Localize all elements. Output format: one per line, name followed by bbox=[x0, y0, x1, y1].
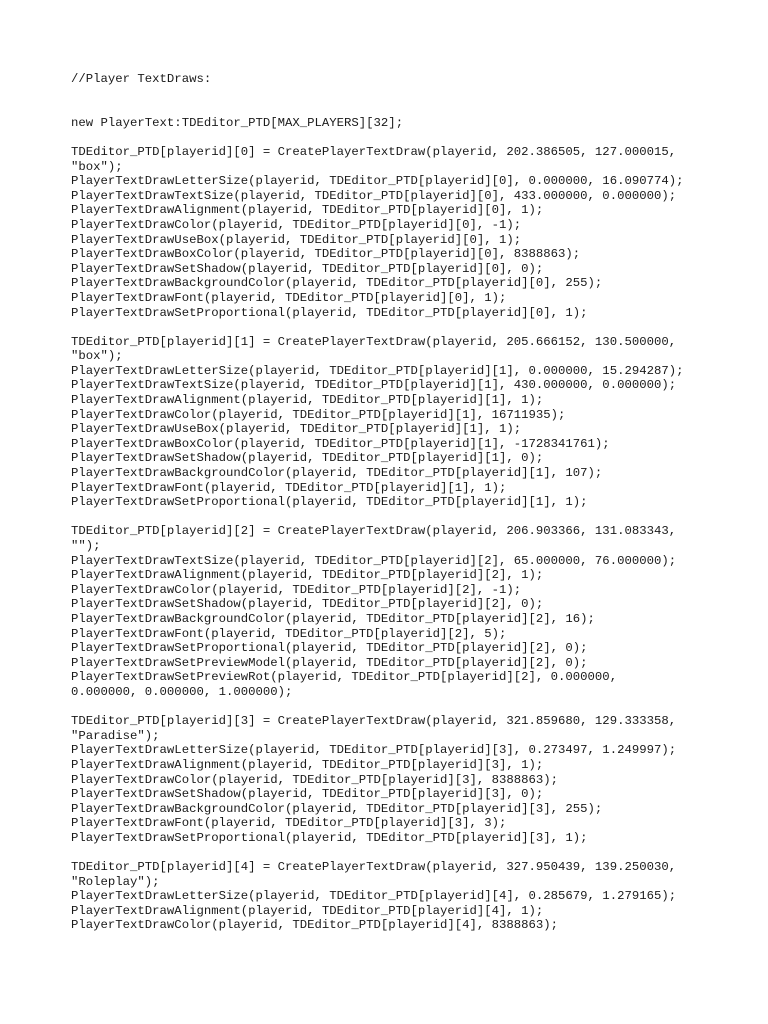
code-line: PlayerTextDrawBackgroundColor(playerid, TDEditor_PTD[playerid][3], 255); bbox=[71, 801, 603, 816]
code-line: TDEditor_PTD[playerid][3] = CreatePlayerTextDraw(playerid, 321.859680, 129.333358, bbox=[71, 714, 677, 729]
code-line: PlayerTextDrawUseBox(playerid, TDEditor_PTD[playerid][1], 1); bbox=[71, 422, 522, 437]
code-line: PlayerTextDrawColor(playerid, TDEditor_PTD[playerid][3], 8388863); bbox=[71, 772, 559, 787]
code-line: PlayerTextDrawSetProportional(playerid, TDEditor_PTD[playerid][3], 1); bbox=[71, 830, 588, 845]
code-line: TDEditor_PTD[playerid][1] = CreatePlayerTextDraw(playerid, 205.666152, 130.500000, bbox=[71, 334, 677, 349]
code-line: ""); bbox=[71, 539, 101, 553]
code-line: PlayerTextDrawLetterSize(playerid, TDEditor_PTD[playerid][1], 0.000000, 15.294287); bbox=[71, 363, 684, 378]
code-line: PlayerTextDrawColor(playerid, TDEditor_PTD[playerid][0], -1); bbox=[71, 217, 522, 232]
code-line: PlayerTextDrawAlignment(playerid, TDEditor_PTD[playerid][4], 1); bbox=[71, 903, 544, 918]
code-line: PlayerTextDrawBackgroundColor(playerid, TDEditor_PTD[playerid][0], 255); bbox=[71, 276, 603, 291]
code-line: PlayerTextDrawBoxColor(playerid, TDEditor_PTD[playerid][1], -1728341761); bbox=[71, 436, 610, 451]
code-line bbox=[71, 700, 761, 715]
code-line: PlayerTextDrawAlignment(playerid, TDEditor_PTD[playerid][1], 1); bbox=[71, 393, 544, 408]
code-line: 0.000000, 0.000000, 1.000000); bbox=[71, 684, 293, 699]
code-line bbox=[71, 510, 761, 525]
code-line: PlayerTextDrawAlignment(playerid, TDEditor_PTD[playerid][3], 1); bbox=[71, 757, 544, 772]
code-line: PlayerTextDrawSetShadow(playerid, TDEditor_PTD[playerid][3], 0); bbox=[71, 787, 544, 802]
code-line: PlayerTextDrawSetPreviewRot(playerid, TDEditor_PTD[playerid][2], 0.000000, bbox=[71, 670, 618, 685]
code-line: PlayerTextDrawColor(playerid, TDEditor_PTD[playerid][2], -1); bbox=[71, 582, 522, 597]
code-line: PlayerTextDrawSetShadow(playerid, TDEditor_PTD[playerid][1], 0); bbox=[71, 451, 544, 466]
code-line: PlayerTextDrawTextSize(playerid, TDEditor_PTD[playerid][1], 430.000000, 0.000000); bbox=[71, 378, 677, 393]
code-line: PlayerTextDrawLetterSize(playerid, TDEditor_PTD[playerid][3], 0.273497, 1.249997); bbox=[71, 743, 677, 758]
code-line: PlayerTextDrawFont(playerid, TDEditor_PTD[playerid][1], 1); bbox=[71, 480, 507, 495]
code-line: PlayerTextDrawBackgroundColor(playerid, TDEditor_PTD[playerid][2], 16); bbox=[71, 611, 595, 626]
code-line: PlayerTextDrawFont(playerid, TDEditor_PTD[playerid][0], 1); bbox=[71, 290, 507, 305]
code-line bbox=[71, 130, 761, 145]
code-line: //Player TextDraws: bbox=[71, 72, 212, 86]
code-line: TDEditor_PTD[playerid][0] = CreatePlayerTextDraw(playerid, 202.386505, 127.000015, bbox=[71, 144, 677, 159]
code-line: PlayerTextDrawBackgroundColor(playerid, TDEditor_PTD[playerid][1], 107); bbox=[71, 466, 603, 481]
code-line: PlayerTextDrawSetShadow(playerid, TDEditor_PTD[playerid][2], 0); bbox=[71, 597, 544, 612]
code-line bbox=[71, 87, 761, 102]
code-line: PlayerTextDrawAlignment(playerid, TDEditor_PTD[playerid][2], 1); bbox=[71, 568, 544, 583]
code-line: PlayerTextDrawAlignment(playerid, TDEditor_PTD[playerid][0], 1); bbox=[71, 203, 544, 218]
code-line: PlayerTextDrawColor(playerid, TDEditor_PTD[playerid][1], 16711935); bbox=[71, 407, 566, 422]
code-line: "box"); bbox=[71, 349, 123, 364]
code-line bbox=[71, 101, 761, 116]
code-line: PlayerTextDrawLetterSize(playerid, TDEditor_PTD[playerid][4], 0.285679, 1.279165); bbox=[71, 889, 677, 904]
code-line: PlayerTextDrawUseBox(playerid, TDEditor_PTD[playerid][0], 1); bbox=[71, 232, 522, 247]
code-line bbox=[71, 320, 761, 335]
code-line: "box"); bbox=[71, 159, 123, 174]
code-line: PlayerTextDrawColor(playerid, TDEditor_PTD[playerid][4], 8388863); bbox=[71, 918, 559, 933]
code-line: PlayerTextDrawSetProportional(playerid, TDEditor_PTD[playerid][2], 0); bbox=[71, 641, 588, 656]
code-line: "Paradise"); bbox=[71, 728, 160, 743]
code-line: PlayerTextDrawSetProportional(playerid, TDEditor_PTD[playerid][1], 1); bbox=[71, 495, 588, 510]
code-line: PlayerTextDrawLetterSize(playerid, TDEditor_PTD[playerid][0], 0.000000, 16.090774); bbox=[71, 174, 684, 189]
code-line: PlayerTextDrawSetProportional(playerid, TDEditor_PTD[playerid][0], 1); bbox=[71, 305, 588, 320]
code-line: new PlayerText:TDEditor_PTD[MAX_PLAYERS][32]; bbox=[71, 115, 404, 130]
code-line: PlayerTextDrawTextSize(playerid, TDEditor_PTD[playerid][2], 65.000000, 76.000000); bbox=[71, 553, 677, 568]
code-listing bbox=[71, 72, 761, 933]
code-line: PlayerTextDrawSetPreviewModel(playerid, TDEditor_PTD[playerid][2], 0); bbox=[71, 655, 588, 670]
code-line bbox=[71, 845, 761, 860]
code-line: PlayerTextDrawFont(playerid, TDEditor_PTD[playerid][2], 5); bbox=[71, 626, 507, 641]
code-line: TDEditor_PTD[playerid][2] = CreatePlayerTextDraw(playerid, 206.903366, 131.083343, bbox=[71, 524, 677, 539]
code-line: PlayerTextDrawSetShadow(playerid, TDEditor_PTD[playerid][0], 0); bbox=[71, 261, 544, 276]
code-line: "Roleplay"); bbox=[71, 874, 160, 889]
code-line: PlayerTextDrawFont(playerid, TDEditor_PTD[playerid][3], 3); bbox=[71, 816, 507, 831]
code-line: TDEditor_PTD[playerid][4] = CreatePlayerTextDraw(playerid, 327.950439, 139.250030, bbox=[71, 860, 677, 875]
code-line: PlayerTextDrawTextSize(playerid, TDEditor_PTD[playerid][0], 433.000000, 0.000000); bbox=[71, 188, 677, 203]
code-line: PlayerTextDrawBoxColor(playerid, TDEditor_PTD[playerid][0], 8388863); bbox=[71, 247, 581, 262]
